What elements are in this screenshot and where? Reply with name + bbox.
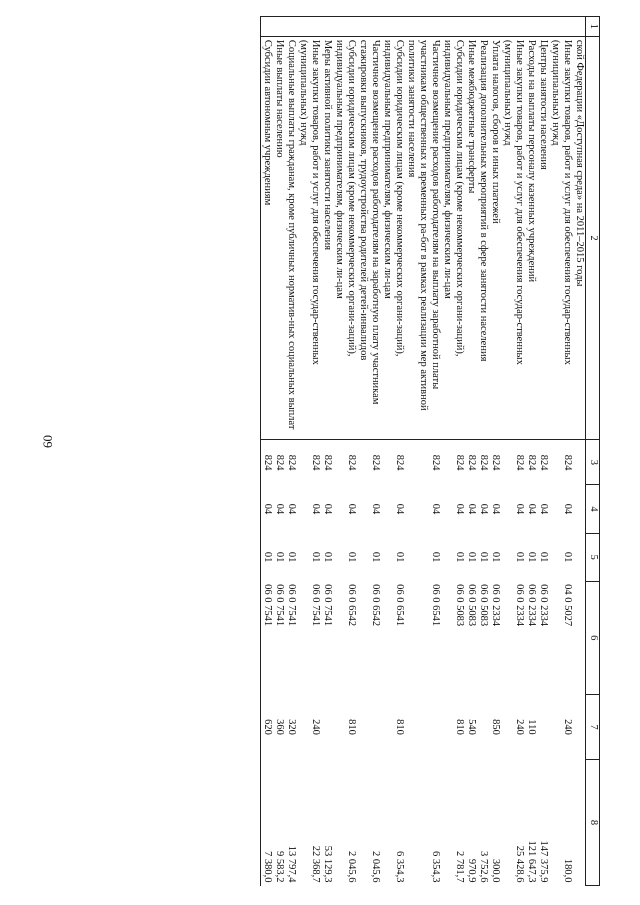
row-label-cell: Социальные выплаты гражданам, кроме публичных норматив-ных социальных выплат [285,36,297,439]
row-value-cell: 01 [274,551,285,563]
row-value-cell: 04 [466,503,477,515]
table-row [477,17,489,886]
row-value-cell: 01 [322,551,333,563]
row-value-cell: 01 [286,551,297,563]
row-value-cell: 810 [346,719,357,735]
row-value-cell: 147 375,9 [538,840,549,883]
row-label-cell: Частичное возмещение расходов работодателям на заработную плату участникам стажировки выпускников, трудоустройства родителей детей-инвалидов [357,36,381,439]
row-value-cell: 06 0 7541 [261,581,274,694]
row-value-cell: 6 354,3 [430,851,441,883]
row-value-cell: 824 [454,454,465,471]
row-value-cell: 824 [370,454,381,471]
table-row [573,17,586,886]
row-index-cell [489,17,501,37]
row-value-cell [405,694,441,759]
row-value-cell: 824 [526,454,537,471]
row-value-cell: 810 [394,719,405,735]
row-index-cell [297,17,321,37]
row-value-cell: 06 0 2334 [514,584,525,627]
row-value-cell: 06 0 5083 [478,584,489,627]
row-value-cell: 04 [346,503,357,515]
table-body [261,17,586,886]
header-row [586,17,600,886]
row-value-cell: 22 368,7 [310,845,321,883]
row-index-cell [405,17,441,37]
row-index-cell [273,17,285,37]
row-index-cell [381,17,405,37]
row-value-cell: 06 0 6541 [430,584,441,627]
row-value-cell: 01 [346,551,357,563]
row-value-cell [477,694,489,759]
row-value-cell: 01 [526,551,537,563]
row-value-cell: 01 [261,533,274,581]
row-value-cell: 824 [286,454,297,471]
row-value-cell: 824 [346,454,357,471]
row-value-cell: 01 [538,551,549,563]
row-label-cell: Субсидии юридическим лицам (кроме некоммерческих органи-заций), индивидуальным предпринимателям, физическим ли-цам [381,36,405,439]
row-value-cell: 240 [514,719,525,735]
table-row [357,17,381,886]
row-label-cell: ской Федерации «Доступная среда» на 2011–2015 годы [573,36,586,439]
row-value-cell: 2 045,6 [370,851,381,883]
header-cell: 8 [586,759,600,885]
row-value-cell: 04 [526,503,537,515]
row-value-cell [321,694,333,759]
row-value-cell: 06 0 6541 [394,584,405,627]
row-value-cell: 04 [274,503,285,515]
row-value-cell: 2 781,7 [454,851,465,883]
row-label-cell: Иные выплаты населению [273,36,285,439]
row-value-cell: 970,9 [466,858,477,883]
row-value-cell: 2 045,6 [346,851,357,883]
row-value-cell: 06 0 2334 [526,584,537,627]
row-value-cell: 04 [562,503,573,515]
row-index-cell [537,17,549,37]
row-value-cell: 01 [370,551,381,563]
row-value-cell: 04 [490,503,501,515]
row-value-cell: 01 [430,551,441,563]
row-index-cell [477,17,489,37]
table-row [441,17,465,886]
row-value-cell: 300,0 [490,858,501,883]
row-label-cell: Иные закупки товаров, работ и услуг для обеспечения государ-ственных (муниципальных) нужд [501,36,525,439]
row-value-cell [573,440,586,485]
row-value-cell: 01 [490,551,501,563]
row-value-cell: 06 0 5083 [466,584,477,627]
row-value-cell: 01 [454,551,465,563]
row-label-cell: Расходы на выплаты персоналу казенных учреждений [525,36,537,439]
table-row [525,17,537,886]
row-value-cell: 240 [562,719,573,735]
table-row [381,17,405,886]
row-value-cell: 04 [370,503,381,515]
row-index-cell [573,17,586,37]
header-cell: 4 [586,485,600,533]
row-value-cell: 850 [490,719,501,735]
row-value-cell: 01 [394,551,405,563]
row-value-cell: 3 752,6 [478,851,489,883]
row-value-cell: 6 354,3 [394,851,405,883]
row-value-cell: 53 129,3 [322,845,333,883]
row-label-cell: Субсидии автономным учреждениям [261,36,274,439]
row-value-cell: 06 0 7541 [322,584,333,627]
row-value-cell: 180,0 [562,858,573,883]
row-label-cell: Частичное возмещение расходов работодателям на выплату заработной платы участникам общественных и временных ра-бот в рамках реализации мер активной политики занятости населения [405,36,441,439]
row-value-cell: 04 [430,503,441,515]
row-label-cell: Иные межбюджетные трансферты [465,36,477,439]
row-value-cell [573,759,586,885]
row-value-cell: 04 [261,485,274,533]
row-label-cell: Субсидии юридическим лицам (кроме некоммерческих органи-заций), индивидуальным предпринимателям, физическим ли-цам [333,36,357,439]
table-row [489,17,501,886]
row-value-cell: 824 [394,454,405,471]
row-value-cell: 25 428,6 [514,845,525,883]
row-label-cell: Уплата налогов, сборов и иных платежей [489,36,501,439]
row-value-cell: 824 [538,454,549,471]
row-value-cell: 06 0 6542 [346,584,357,627]
row-label-cell: Меры активной политики занятости населения [321,36,333,439]
row-value-cell [573,694,586,759]
row-value-cell: 320 [286,719,297,735]
table-row [537,17,549,886]
row-value-cell: 04 [538,503,549,515]
row-value-cell: 824 [478,454,489,471]
row-value-cell: 04 [322,503,333,515]
row-value-cell: 04 [454,503,465,515]
header-cell: 3 [586,440,600,485]
row-value-cell: 824 [514,454,525,471]
row-index-cell [549,17,573,37]
row-value-cell: 824 [261,440,274,485]
row-value-cell: 13 797,4 [286,845,297,883]
row-value-cell: 110 [526,719,537,735]
header-cell: 7 [586,694,600,759]
table-row [297,17,321,886]
row-value-cell: 824 [466,454,477,471]
row-value-cell: 06 0 6542 [370,584,381,627]
row-value-cell: 620 [261,694,274,759]
header-cell: 5 [586,533,600,581]
table-row [261,17,274,886]
row-value-cell: 824 [562,454,573,471]
row-value-cell: 240 [310,719,321,735]
row-value-cell: 360 [274,719,285,735]
row-value-cell: 01 [478,551,489,563]
row-value-cell: 9 583,2 [274,851,285,883]
row-value-cell: 7 380,0 [261,759,274,885]
budget-table [260,16,600,886]
row-value-cell [537,694,549,759]
row-value-cell: 540 [466,719,477,735]
row-label-cell: Субсидии юридическим лицам (кроме некоммерческих органи-заций), индивидуальным предпринимателям, физическим ли-цам [441,36,465,439]
row-value-cell: 824 [274,454,285,471]
row-index-cell [441,17,465,37]
row-value-cell [357,694,381,759]
table-row [465,17,477,886]
row-value-cell: 04 0 5027 [562,584,573,627]
row-index-cell [333,17,357,37]
row-value-cell [573,485,586,533]
header-cell: 2 [586,36,600,439]
rotated-table-container [95,16,600,886]
table-row [549,17,573,886]
row-index-cell [525,17,537,37]
table-row [285,17,297,886]
row-value-cell: 01 [562,551,573,563]
header-cell: 6 [586,581,600,694]
row-value-cell: 04 [514,503,525,515]
row-value-cell [573,533,586,581]
row-index-cell [357,17,381,37]
row-value-cell: 06 0 7541 [310,584,321,627]
row-value-cell: 01 [514,551,525,563]
row-value-cell [573,581,586,694]
row-label-cell: Иные закупки товаров, работ и услуг для обеспечения государ-ственных (муниципальных) нужд [549,36,573,439]
row-value-cell: 06 0 2334 [538,584,549,627]
row-value-cell: 01 [466,551,477,563]
row-label-cell: Иные закупки товаров, работ и услуг для обеспечения государ-ственных (муниципальных) нужд [297,36,321,439]
row-value-cell: 04 [478,503,489,515]
table-row [501,17,525,886]
row-value-cell: 810 [454,719,465,735]
row-index-cell [321,17,333,37]
row-value-cell: 06 0 2334 [490,584,501,627]
row-value-cell: 04 [394,503,405,515]
row-label-cell: Центры занятости населения [537,36,549,439]
row-value-cell: 121 647,3 [526,840,537,883]
row-index-cell [465,17,477,37]
row-value-cell: 04 [286,503,297,515]
table-row [273,17,285,886]
row-value-cell: 824 [490,454,501,471]
row-label-cell: Реализация дополнительных мероприятий в сфере занятости населения [477,36,489,439]
row-value-cell: 06 0 7541 [286,584,297,627]
page-number: 60 [40,435,55,448]
table-row [405,17,441,886]
table-row [333,17,357,886]
row-value-cell: 824 [322,454,333,471]
row-value-cell: 04 [310,503,321,515]
row-value-cell: 824 [430,454,441,471]
row-index-cell [285,17,297,37]
header-cell: 1 [586,17,600,37]
row-value-cell: 06 0 5083 [454,584,465,627]
row-index-cell [261,17,274,37]
table-row [321,17,333,886]
row-value-cell: 06 0 7541 [274,584,285,627]
row-value-cell: 824 [310,454,321,471]
row-value-cell: 01 [310,551,321,563]
row-index-cell [501,17,525,37]
